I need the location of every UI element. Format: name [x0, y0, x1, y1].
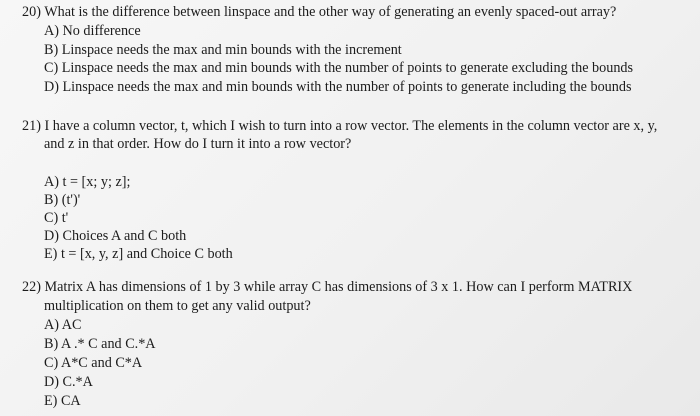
question-21-option-b: B) (t')' — [44, 192, 81, 208]
question-20-option-b: B) Linspace needs the max and min bounds with the increment — [44, 42, 402, 58]
question-22-option-e: E) CA — [44, 393, 81, 409]
question-22-line-1: Matrix A has dimensions of 1 by 3 while array C has dimensions of 3 x 1. How can I perform MATRIX — [44, 279, 633, 295]
question-20-line-1: What is the difference between linspace and the other way of generating an evenly spaced-out array? — [44, 4, 617, 20]
question-21-text — [22, 117, 657, 135]
question-22-text — [22, 278, 632, 296]
question-20-option-c: C) Linspace needs the max and min bounds with the number of points to generate excluding the bounds — [44, 60, 634, 76]
question-20-number: 20) — [22, 4, 41, 20]
question-22-option-a: A) AC — [44, 317, 82, 333]
question-22-option-c: C) A*C and C*A — [44, 355, 143, 371]
question-21-option-c: C) t' — [44, 210, 69, 226]
question-22-line-2: multiplication on them to get any valid output? — [44, 298, 311, 314]
question-21-option-e: E) t = [x, y, z] and Choice C both — [44, 246, 233, 262]
question-21-option-a: A) t = [x; y; z]; — [44, 174, 131, 190]
question-20-text — [22, 3, 616, 21]
question-21-line-1: I have a column vector, t, which I wish to turn into a row vector. The elements in the column vector are x, y, — [44, 118, 658, 134]
question-20-option-a: A) No difference — [44, 23, 141, 39]
question-22-option-b: B) A .* C and C.*A — [44, 336, 156, 352]
question-21-line-2: and z in that order. How do I turn it into a row vector? — [44, 136, 352, 152]
question-21-option-d: D) Choices A and C both — [44, 228, 187, 244]
question-20-option-d: D) Linspace needs the max and min bounds with the number of points to generate including the bounds — [44, 79, 632, 95]
question-22-option-d: D) C.*A — [44, 374, 93, 390]
question-22-number: 22) — [22, 279, 41, 295]
question-21-number: 21) — [22, 118, 41, 134]
